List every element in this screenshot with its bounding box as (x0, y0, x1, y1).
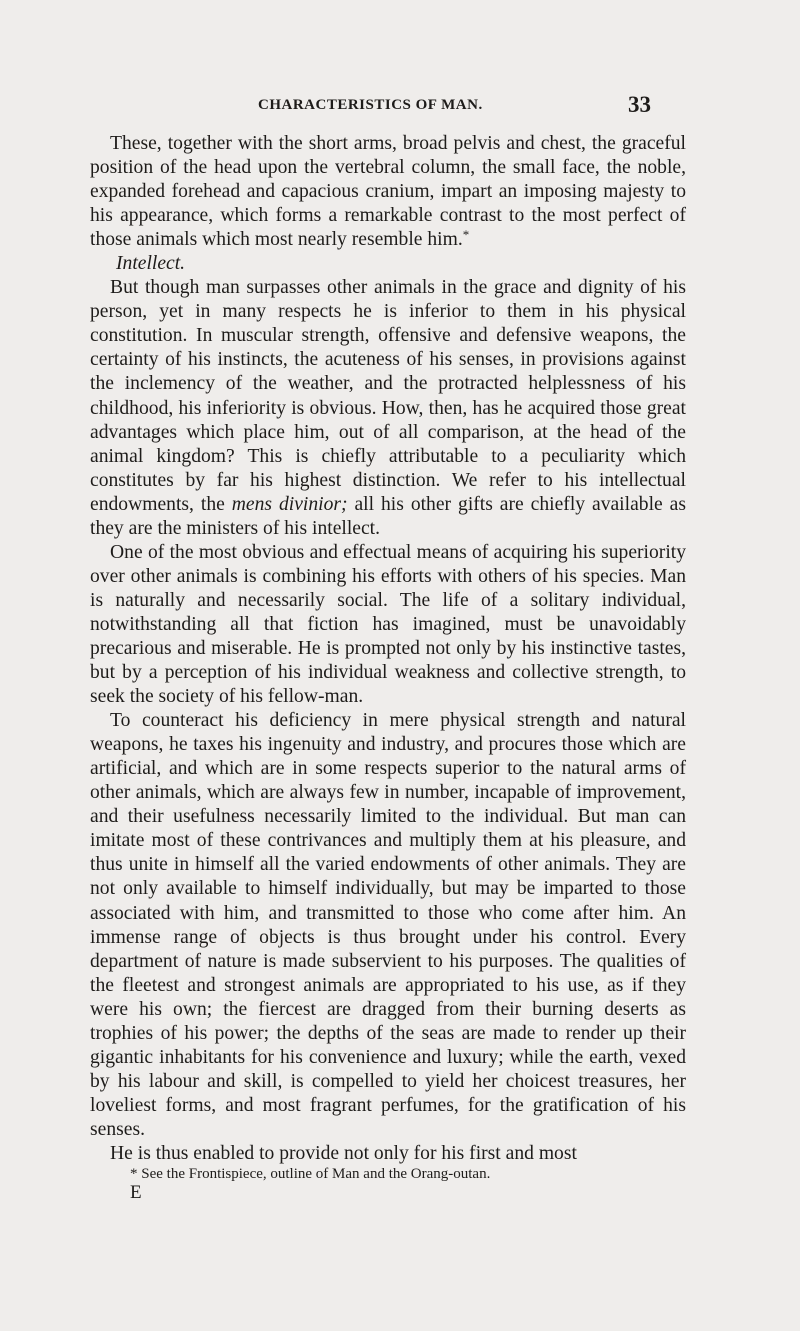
latin-phrase: mens divinior; (231, 493, 348, 515)
paragraph-text: These, together with the short arms, broad pelvis and chest, the graceful position of the head upon the vertebral column, the small face, the noble, expanded forehead and capacious cranium, impart an imposing majesty to his appearance, which forms a remarkable contrast to the most perfect of those animals which most nearly resemble him. (90, 133, 686, 251)
footnote-reference: * (462, 227, 470, 243)
page-header (0, 92, 800, 123)
paragraph: He is thus enabled to provide not only for his first and most (110, 1142, 577, 1164)
footnote: * See the Frontispiece, outline of Man and the Orang-outan. (130, 1166, 491, 1183)
paragraph (90, 276, 686, 541)
paragraph: One of the most obvious and effectual means of acquiring his superiority over other animals is combining his efforts with others of his species. Man is naturally and necessarily social. The life of a solitary individual, notwithstanding all that fiction has imagined, must be unavoidably precarious and miserable. He is prompted not only by his instinctive tastes, but by a perception of his individual weakness and collective strength, to seek the society of his fellow-man. (90, 541, 686, 708)
signature-mark: E (130, 1182, 142, 1204)
paragraph-text: But though man surpasses other animals in the grace and dignity of his person, yet in many respects he is inferior to them in his physical constitution. In muscular strength, offensive and defensive weapons, the certainty of his instincts, the acuteness of his senses, in provisions against the inclemency of the weather, and the protracted helplessness of his childhood, his inferiority is obvious. How, then, has he acquired those great advantages which place him, out of all comparison, at the head of the animal kingdom? This is chiefly attributable to a peculiarity which constitutes by far his highest distinction. We refer to his intellectual endowments, the (90, 277, 686, 515)
paragraph-text: all his other gifts are chiefly available as they are the ministers of his intellect. (90, 493, 686, 539)
section-heading: Intellect. (116, 253, 186, 275)
running-title: CHARACTERISTICS OF MAN. (258, 97, 483, 113)
body-text (90, 132, 686, 1203)
paragraph: To counteract his deficiency in mere physical strength and natural weapons, he taxes his ingenuity and industry, and procures those which are artificial, and which are in some respects superior to the natural arms of other animals, which are always few in number, incapable of improvement, and their usefulness necessarily limited to the individual. But man can imitate most of these contrivances and multiply them at his pleasure, and thus unite in himself all the varied endowments of other animals. They are not only available to himself individually, but may be imparted to those associated with him, and transmitted to those who come after him. An immense range of objects is thus brought under his control. Every department of nature is made subservient to his purposes. The qualities of the fleetest and strongest animals are appropriated to his use, as if they were his own; the fiercest are dragged from their burning deserts as trophies of his power; the depths of the seas are made to render up their gigantic inhabitants for his convenience and luxury; while the earth, vexed by his labour and skill, is compelled to yield her choicest treasures, her loveliest forms, and most fragrant perfumes, for the gratification of his senses. (90, 710, 686, 1140)
page-number: 33 (628, 92, 651, 117)
paragraph (90, 132, 686, 252)
